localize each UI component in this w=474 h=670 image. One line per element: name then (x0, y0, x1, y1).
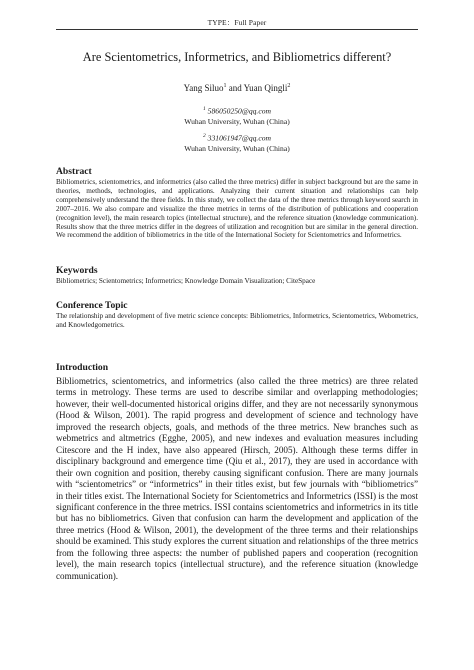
author-line (0, 83, 474, 93)
paper-type-header: TYPE：Full Paper (207, 18, 267, 27)
author-separator: and (226, 83, 244, 93)
keywords-section (56, 265, 418, 286)
abstract-section (56, 166, 418, 240)
paper-title: Are Scientometrics, Informetrics, and Bibliometrics different? (82, 50, 392, 64)
abstract-text: Bibliometrics, scientometrics, and informetrics (also called the three metrics) differ in subject background but are the same in theories, methods, technologies, and applications. Analyzing their current situation and relationships can help comprehensively understand the three fields. In this study, we collect the data of the three metrics through keyword search in 2007–2016. We also compare and visualize the three metrics in terms of the distribution of publications and cooperation (recognition level), the main research topics (intellectual structure), and the reference situation (knowledge communication). Results show that the three metrics differ in the degrees of utilization and recognition but are similar in the general direction. We recommend the addition of bibliometrics in the title of the International Society for Scientometrics and Informetrics. (56, 178, 418, 240)
header-rule-divider (56, 29, 418, 30)
affiliation-2-email-line (0, 131, 474, 144)
affiliation-2 (0, 131, 474, 154)
affiliation-1-email: 586050250@qq.com (207, 106, 271, 116)
affiliation-2-sup: 2 (203, 133, 206, 139)
abstract-heading: Abstract (56, 166, 92, 177)
affiliation-1-institution: Wuhan University, Wuhan (China) (184, 116, 290, 126)
introduction-heading: Introduction (56, 362, 109, 373)
conference-topic-text: The relationship and development of five metric science concepts: Bibliometrics, Informetrics, Scientometrics, Webometrics, and Knowledgometrics. (56, 312, 418, 329)
keywords-heading: Keywords (56, 265, 98, 276)
author-2-sup: 2 (287, 83, 291, 89)
affiliation-1-email-line (0, 104, 474, 117)
author-1-name: Yang Siluo (183, 83, 224, 93)
affiliation-2-email: 331061947@qq.com (207, 133, 271, 143)
conference-topic-heading: Conference Topic (56, 300, 128, 311)
affiliation-1 (0, 104, 474, 127)
affiliation-1-sup: 1 (203, 106, 206, 112)
introduction-text: Bibliometrics, scientometrics, and informetrics (also called the three metrics) are three related terms in metrology. These terms are used to describe similar and overlapping methodologies; however, their well-documented historical origins differ, and they are not necessarily synonymous (Hood & Wilson, 2001). The rapid progress and development of science and technology have improved the research objects, goals, and methods of the three metrics. New branches such as webmetrics and altmetrics (Egghe, 2005), and new indexes and evaluation measures including Citescore and the H index, have also appeared (Hirsch, 2005). Although these terms differ in disciplinary background and emergence time (Qiu et al., 2017), they are used in accordance with their own cognition and position, thereby causing significant confusion. There are many journals with “scientometrics” or “informetrics” in their titles exist, but few journals with “bibliometrics” in their titles exist. The International Society for Scientometrics and Informetrics (ISSI) is the most significant conference in the three metrics. ISSI contains scientometrics and informetrics in its title but has no bibliometrics. Given that confusion can harm the development and application of the three metrics (Hood & Wilson, 2001), the development of the three terms and their relationships should be examined. This study explores the current situation and relationships of the three metrics from the following three aspects: the number of published papers and cooperation (recognition level), the main research topics (intellectual structure), and the reference situation (knowledge communication). (56, 376, 418, 581)
author-2-name: Yuan Qingli (243, 83, 288, 93)
keywords-text: Bibliometrics; Scientometrics; Informetrics; Knowledge Domain Visualization; CiteSpace (56, 277, 316, 285)
conference-topic-section (56, 300, 418, 330)
affiliation-2-institution: Wuhan University, Wuhan (China) (184, 143, 290, 153)
author-1-sup: 1 (223, 83, 227, 89)
